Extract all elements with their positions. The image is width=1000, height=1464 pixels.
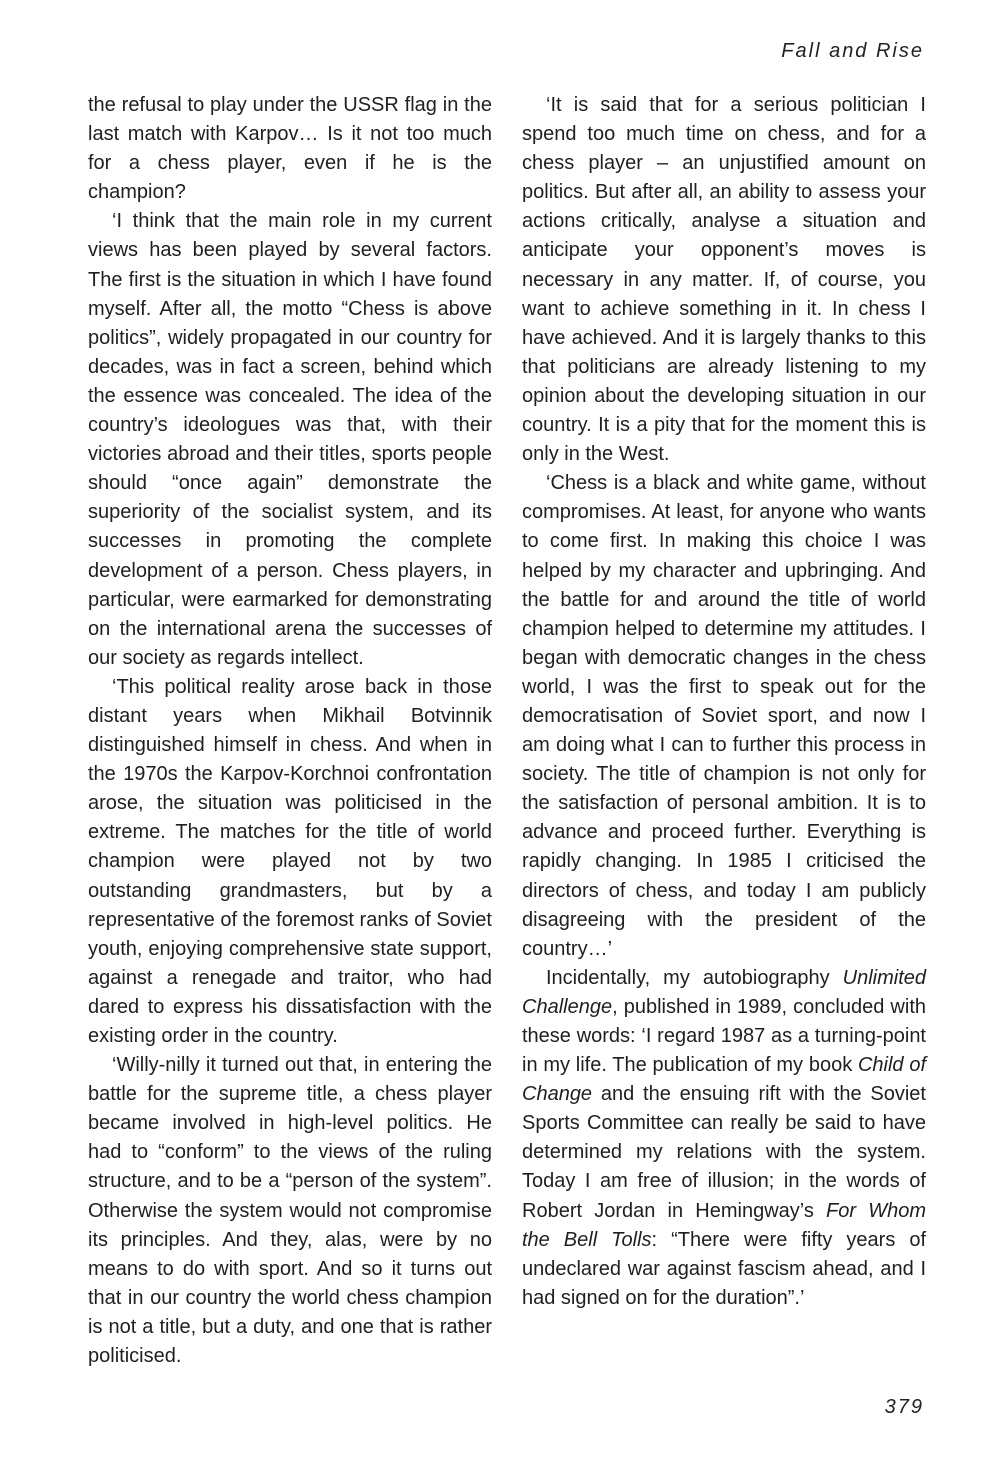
text-run: , published in 1989, concluded with these words: ‘I regard 1987 as a turning-point in my life. The publication of my book <box>522 995 926 1077</box>
book-title: Child of Change <box>522 1054 926 1106</box>
text-run: and the ensuing rift with the Soviet Sports Committee can really be said to have determined my relations with the system. Today I am free of illusion; in the words of Robert Jordan in Hemingway’s <box>522 1083 926 1222</box>
book-title: For Whom the Bell Tolls <box>522 1199 926 1251</box>
paragraph <box>522 964 926 1313</box>
right-column <box>522 91 926 1313</box>
page-number: 379 <box>884 1396 924 1418</box>
text-run: : “There were fifty years of undeclared war against fascism ahead, and I had signed on for the duration”.’ <box>522 1228 927 1309</box>
paragraph: ‘Willy-nilly it turned out that, in entering the battle for the supreme title, a chess player became involved in high-level politics. He had to “conform” to the views of the ruling structure, and to be a “person of the system”. Otherwise the system would not compromise its principles. And they, alas, were by no means to do with sport. And so it turns out that in our country the world chess champion is not a title, but a duty, and one that is rather politicised. <box>88 1054 492 1368</box>
left-column <box>88 91 492 1371</box>
paragraph: ‘Chess is a black and white game, without compromises. At least, for anyone who wants to come first. In making this choice I was helped by my character and upbringing. And the battle for and around the title of world champion helped to determine my attitudes. I began with democratic changes in the chess world, I was the first to speak out for the democratisation of Soviet sport, and now I am doing what I can to further this process in society. The title of champion is not only for the satisfaction of personal ambition. It is to advance and proceed further. Everything is rapidly changing. In 1985 I criticised the directors of chess, and today I am publicly disagreeing with the president of the country…’ <box>522 472 926 960</box>
paragraph: ‘It is said that for a serious politician I spend too much time on chess, and for a chess player – an unjustified amount on politics. But after all, an ability to assess your actions critically, analyse a situation and anticipate your opponent’s moves is necessary in any matter. If, of course, you want to achieve something in it. In chess I have achieved. And it is largely thanks to this that politicians are already listening to my opinion about the developing situation in our country. It is a pity that for the moment this is only in the West. <box>522 94 926 466</box>
paragraph: ‘I think that the main role in my current views has been played by several factors. The first is the situation in which I have found myself. After all, the motto “Chess is above politics”, widely propagated in our country for decades, was in fact a screen, behind which the essence was concealed. The idea of the country’s ideologues was that, with their victories abroad and their titles, sports people should “once again” demonstrate the superiority of the socialist system, and its successes in promoting the complete development of a person. Chess players, in particular, were earmarked for demonstrating on the international arena the successes of our society as regards intellect. <box>88 210 492 669</box>
running-head: Fall and Rise <box>781 40 924 62</box>
text-run: Incidentally, my autobiography <box>546 966 843 989</box>
paragraph: ‘This political reality arose back in those distant years when Mikhail Botvinnik distinguished himself in chess. And when in the 1970s the Karpov-Korchnoi confrontation arose, the situation was politicised in the extreme. The matches for the title of world champion were played not by two outstanding grandmasters, but by a representative of the foremost ranks of Soviet youth, enjoying comprehensive state support, against a renegade and traitor, who had dared to express his dissatisfaction with the existing order in the country. <box>88 675 492 1047</box>
book-title: Unlimited Challenge <box>522 966 926 1018</box>
paragraph: the refusal to play under the USSR flag in the last match with Karpov… Is it not too much for a chess player, even if he is the champion? <box>88 94 492 204</box>
